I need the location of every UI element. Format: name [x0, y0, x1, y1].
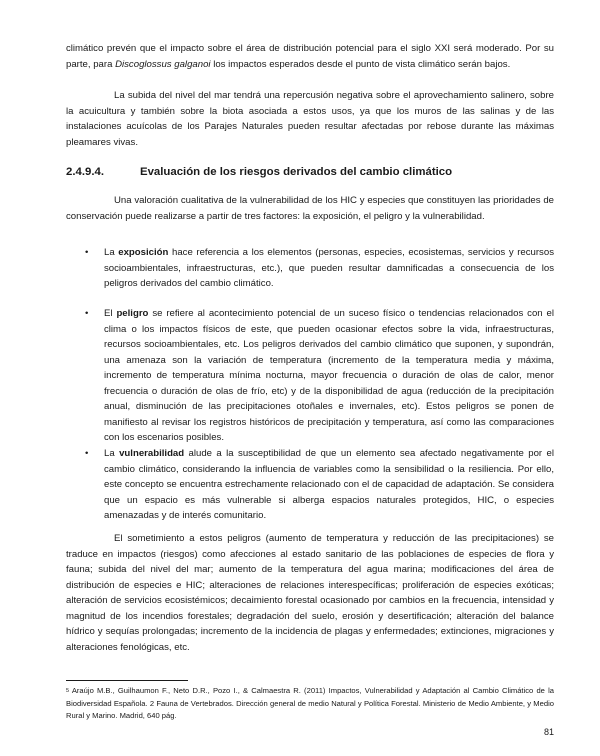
intro-paragraph	[66, 41, 554, 72]
section-number: 2.4.9.4.	[66, 166, 104, 178]
bullet-term: peligro	[116, 308, 149, 319]
salinas-paragraph: La subida del nivel del mar tendrá una repercusión negativa sobre el aprovechamiento salinero, sobre la acuicultura y también sobre la biota asociada a estos usos, ya que los muros de las salinas y de las instalaciones acuícolas de los Parajes Naturales pueden resultar afectadas por rebose durante las máximas pleamares vivas.	[66, 90, 554, 148]
bullet-term: vulnerabilidad	[119, 448, 185, 459]
bullet-body: se refiere al acontecimiento potencial de un suceso físico o tendencias relacionados con el clima o los impactos físicos de este, que pueden ocasionar efectos sobre la vida, infraestructuras, recursos socioambientales, etc. Los peligros derivados del cambio climático que suponen, y supondrán, una amenaza son la variación de temperatura (incremento de la temperatura media y máxima, incremento de temperatura mínima nocturna, mayor frecuencia o duración de olas de calor, menor frecuencia o duración de olas de frío, etc) y de la disponibilidad de agua (reducción de la precipitación anual, disminución de las precipitaciones otoñales e invernales, etc). Estos peligros se ponen de manifiesto al revisar los registros históricos de precipitación y temperatura, así como las comparaciones con los escenarios posibles.	[104, 308, 554, 443]
section-title: Evaluación de los riesgos derivados del cambio climático	[140, 166, 453, 178]
footnote-marker: 5	[66, 688, 70, 694]
footnote-text: Araújo M.B., Guilhaumon F., Neto D.R., Pozo I., & Calmaestra R. (2011) Impactos, Vulnerabilidad y Adaptación al Cambio Climático de la Biodiversidad Española. 2 Fauna de Vertebrados. Dirección general de medio Natural y Política Forestal. Ministerio de Medio Ambiente, y Medio Rural y Marino. Madrid, 640 pág.	[66, 686, 554, 721]
bullet-prefix: La	[104, 448, 120, 459]
section-heading	[66, 166, 554, 178]
bullet-vulnerabilidad	[104, 446, 554, 524]
impacts-paragraph: El sometimiento a estos peligros (aumento de temperatura y reducción de las precipitaciones) se traduce en impactos (riesgos) como afecciones al estado sanitario de las poblaciones de especies de flora y fauna; subida del nivel del mar; aumento de la temperatura del agua marina; modificaciones del área de distribución de especies e HIC; alteraciones de relaciones interespecíficas; proliferación de especies exóticas; alteración de servicios ecosistémicos; decaimiento forestal ocasionado por cambios en la frecuencia, intensidad y magnitud de los incendios forestales; degradación del suelo, erosión y desertificación; alteración del balance hídrico y sequías prolongadas; incremento de la incidencia de plagas y enfermedades; extinciones, migraciones y alteraciones fenológicas, etc.	[66, 533, 554, 653]
page-number: 81	[543, 727, 554, 737]
bullet-exposicion	[104, 245, 554, 292]
bullet-marker: •	[85, 247, 89, 258]
bullet-body: alude a la susceptibilidad de que un elemento sea afectado negativamente por el cambio climático, considerando la influencia de variables como la sensibilidad o la resiliencia. Por ello, este concepto se encuentra estrechamente relacionado con el de capacidad de adaptación. Se considera que un espacio es más vulnerable si alberga espacios naturales protegidos, HIC, o especies amenazadas y de interés comunitario.	[104, 448, 555, 521]
factors-paragraph: Una valoración cualitativa de la vulnerabilidad de los HIC y especies que constituyen las prioridades de conservación puede realizarse a partir de tres factores: la exposición, el peligro y la vulnerabilidad.	[66, 195, 554, 222]
bullet-prefix: La	[104, 247, 119, 258]
intro-text-start: climático prevén que el impacto sobre el área de distribución potencial para el siglo XXI será moderado. Por su parte, para	[66, 43, 554, 70]
bullet-peligro	[104, 306, 554, 446]
species-name: Discoglossus galganoi	[115, 58, 211, 70]
bullet-prefix: El	[104, 308, 117, 319]
bullet-term: exposición	[118, 247, 169, 258]
footnote	[66, 685, 554, 723]
footnote-divider	[66, 680, 188, 681]
intro-text-end: los impactos esperados desde el punto de vista climático serán bajos.	[210, 58, 511, 70]
bullet-body: hace referencia a los elementos (personas, especies, ecosistemas, servicios y recursos socioambientales, infraestructuras, etc.), que pueden resultar damnificadas a consecuencia de los peligros derivados del cambio climático.	[104, 247, 554, 289]
bullet-marker: •	[85, 448, 89, 459]
bullet-marker: •	[85, 308, 89, 319]
